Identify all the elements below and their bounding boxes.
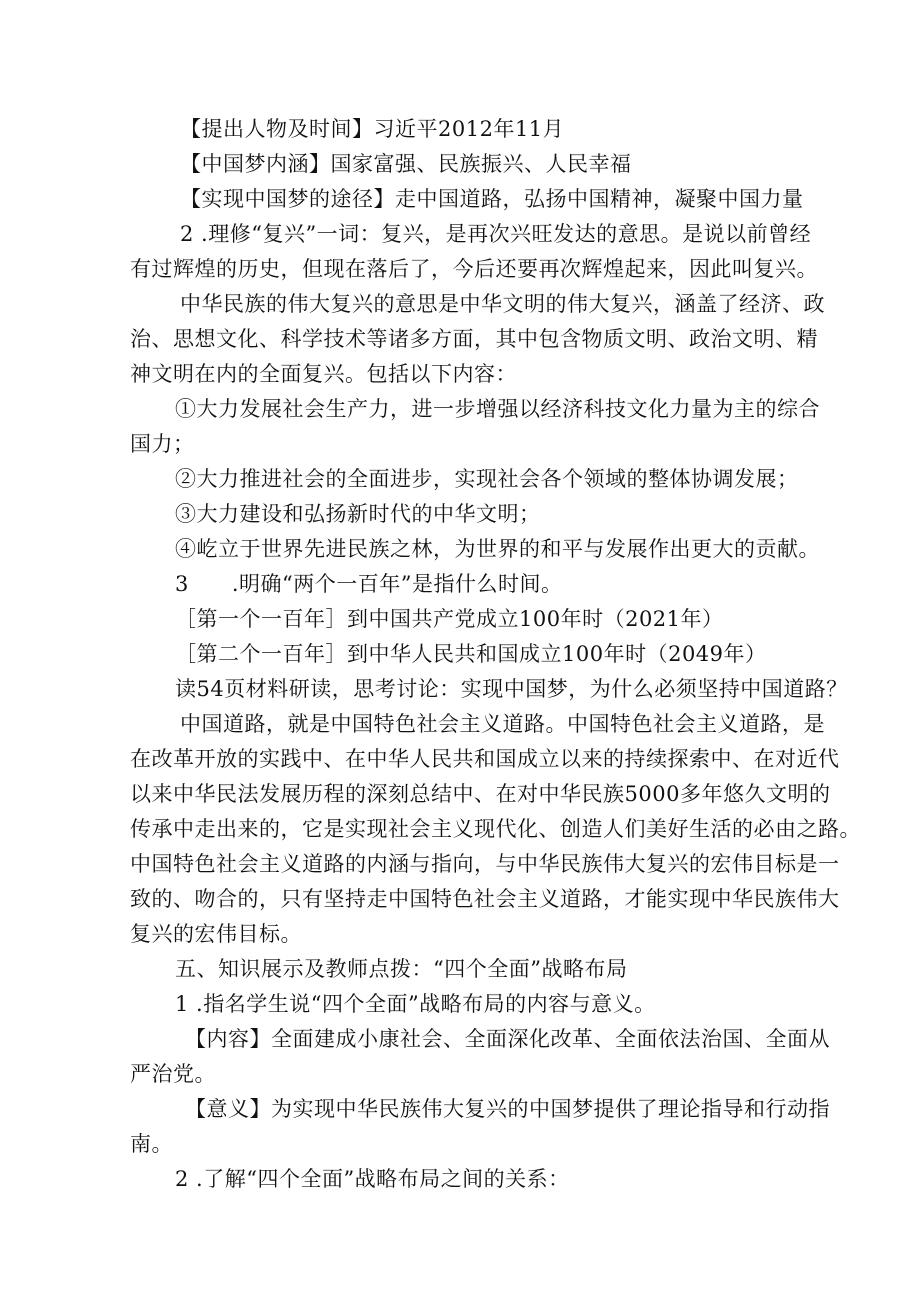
text-line: 传承中走出来的，它是实现社会主义现代化、创造人们美好生活的必由之路。 xyxy=(130,817,861,841)
text-line: 神文明在内的全面复兴。包括以下内容： xyxy=(130,362,517,386)
text-line: ①大力发展社会生产力，进一步增强以经济科技文化力量为主的综合 xyxy=(175,397,820,421)
text-line: 【意义】为实现中华民族伟大复兴的中国梦提供了理论指导和行动指 xyxy=(185,1097,830,1121)
text-line: ②大力推进社会的全面进步，实现社会各个领域的整体协调发展； xyxy=(175,467,799,491)
text-line: 1 .指名学生说“四个全面”战略布局的内容与意义。 xyxy=(175,992,656,1016)
text-line: 以来中华民法发展历程的深刻总结中、在对中华民族5000多年悠久文明的 xyxy=(130,782,831,806)
text-line: ③大力建设和弘扬新时代的中华文明； xyxy=(175,502,541,526)
text-line: ［第一个一百年］到中国共产党成立100年时（2021年） xyxy=(175,607,724,631)
text-line: ④屹立于世界先进民族之林，为世界的和平与发展作出更大的贡献。 xyxy=(175,537,820,561)
text-line: 【中国梦内涵】国家富强、民族振兴、人民幸福 xyxy=(180,152,632,176)
text-line: 中国道路，就是中国特色社会主义道路。中国特色社会主义道路，是 xyxy=(180,712,825,736)
text-line: 2 .理修“复兴”一词：复兴，是再次兴旺发达的意思。是说以前曾经 xyxy=(180,222,812,246)
text-line: 【内容】全面建成小康社会、全面深化改革、全面依法治国、全面从 xyxy=(185,1027,830,1051)
section-heading: 五、知识展示及教师点拨：“四个全面”战略布局 xyxy=(175,957,628,981)
text-line: 读54页材料研读，思考讨论：实现中国梦，为什么必须坚持中国道路？ xyxy=(175,677,848,701)
text-line: 有过辉煌的历史，但现在落后了，今后还要再次辉煌起来，因此叫复兴。 xyxy=(130,257,818,281)
text-line: 在改革开放的实践中、在中华人民共和国成立以来的持续探索中、在对近代 xyxy=(130,747,840,771)
text-line: 严治党。 xyxy=(130,1062,216,1086)
text-line: 【实现中国梦的途径】走中国道路，弘扬中国精神，凝聚中国力量 xyxy=(180,187,804,211)
text-line: 南。 xyxy=(130,1132,173,1156)
text-line: 【提出人物及时间】习近平2012年11月 xyxy=(180,117,565,141)
text-line: 3 .明确“两个一百年”是指什么时间。 xyxy=(175,572,563,596)
text-line: 中国特色社会主义道路的内涵与指向，与中华民族伟大复兴的宏伟目标是一 xyxy=(130,852,840,876)
text-line: ［第二个一百年］到中华人民共和国成立100年时（2049年） xyxy=(175,642,767,666)
text-line: 2 .了解“四个全面”战略布局之间的关系： xyxy=(175,1167,570,1191)
text-line: 复兴的宏伟目标。 xyxy=(130,922,302,946)
text-line: 中华民族的伟大复兴的意思是中华文明的伟大复兴，涵盖了经济、政 xyxy=(180,292,825,316)
text-line: 治、思想文化、科学技术等诸多方面，其中包含物质文明、政治文明、精 xyxy=(130,327,818,351)
text-line: 致的、吻合的，只有坚持走中国特色社会主义道路，才能实现中华民族伟大 xyxy=(130,887,840,911)
text-line: 国力； xyxy=(130,432,195,456)
